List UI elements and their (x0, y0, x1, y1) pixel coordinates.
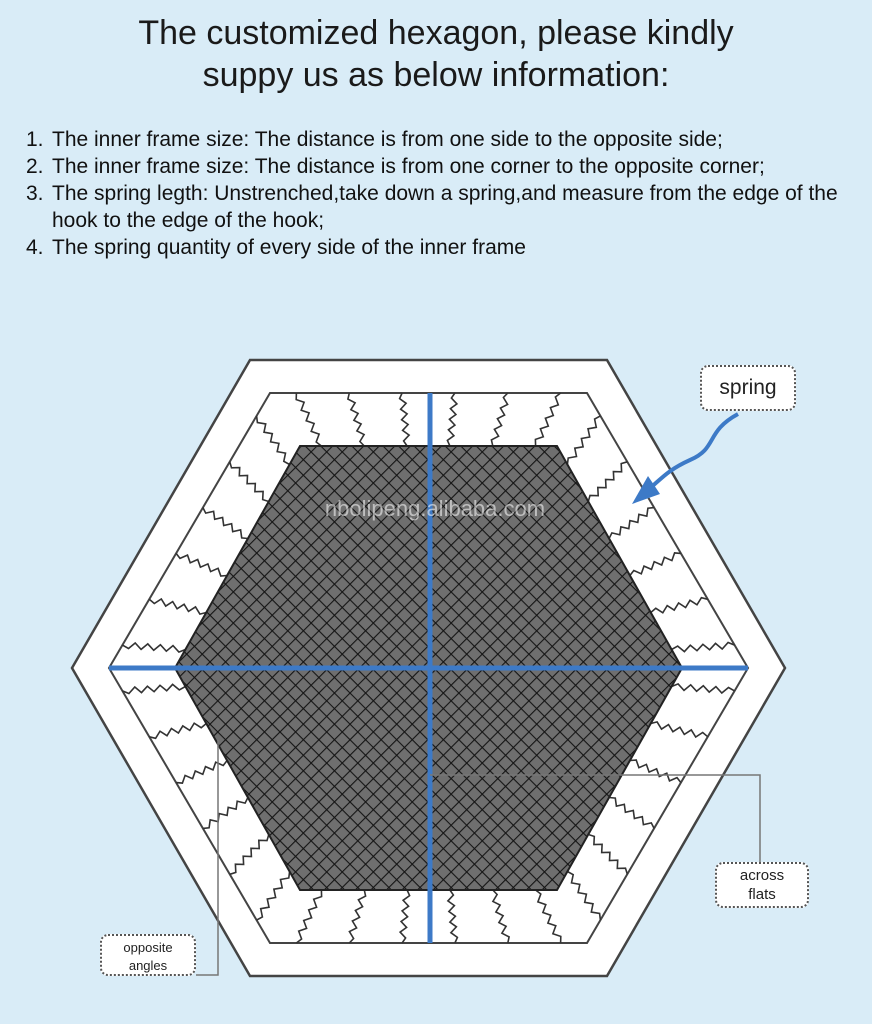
watermark: nbolipeng.alibaba.com (324, 496, 546, 521)
instruction-number: 1. (26, 128, 44, 151)
title-line-2: suppy us as below information: (202, 56, 670, 94)
instruction-item (26, 234, 866, 261)
instruction-text: The spring legth: Unstrenched,take down a spring,and measure from the edge of the hook to the edge of the hook; (52, 182, 838, 232)
across-flats-label-line-2: flats (748, 886, 776, 903)
instruction-number: 4. (26, 236, 44, 259)
instruction-item (26, 126, 866, 153)
across-flats-label (715, 862, 809, 908)
instruction-number: 2. (26, 155, 44, 178)
across-flats-label-line-1: across (739, 867, 785, 884)
instruction-text: The inner frame size: The distance is from one side to the opposite side; (52, 128, 723, 151)
spring-label: spring (700, 365, 796, 411)
title-line-1: The customized hexagon, please kindly (138, 14, 734, 52)
hexagon-trampoline-diagram (0, 340, 872, 1024)
opposite-angles-label (100, 934, 196, 976)
instruction-item (26, 153, 866, 180)
opposite-angles-label-line-1: opposite (123, 940, 173, 955)
instruction-item (26, 180, 866, 234)
page-title (0, 12, 872, 96)
instruction-text: The spring quantity of every side of the inner frame (52, 236, 526, 259)
instruction-list (26, 126, 866, 261)
instruction-number: 3. (26, 182, 44, 205)
instruction-text: The inner frame size: The distance is from one corner to the opposite corner; (52, 155, 765, 178)
opposite-angles-label-line-2: angles (128, 958, 168, 973)
